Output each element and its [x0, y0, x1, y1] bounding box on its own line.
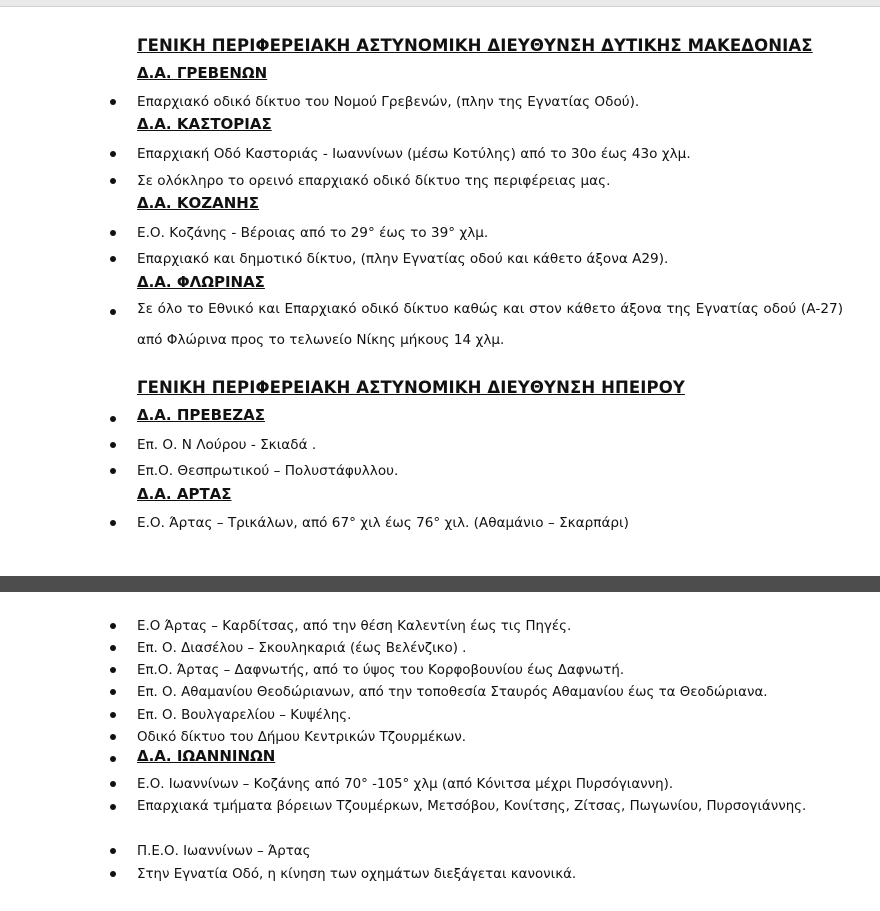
list-item: Σε ολόκληρο το ορεινό επαρχιακό οδικό δίκτυο της περιφέρειας μας.	[137, 173, 611, 189]
bullet	[110, 623, 116, 629]
section-title-grevena: Δ.Α. ΓΡΕΒΕΝΩΝ	[137, 64, 268, 82]
list-item: Επ.Ο. Θεσπρωτικού – Πολυστάφυλλου.	[137, 463, 399, 479]
bullet	[110, 468, 116, 474]
list-item: Επαρχιακά τμήματα βόρειων Τζουμέρκων, Μετσόβου, Κονίτσης, Ζίτσας, Πωγωνίου, Πυρσογιάννης.	[137, 799, 807, 814]
bullet	[110, 871, 116, 877]
list-item: Επ. Ο. Ν Λούρου - Σκιαδά .	[137, 437, 317, 453]
list-item: Ε.Ο. Ιωαννίνων – Κοζάνης από 70° -105° χλμ (από Κόνιτσα μέχρι Πυρσόγιαννη).	[137, 777, 674, 792]
list-item: Ε.Ο Άρτας – Καρδίτσας, από την θέση Καλεντίνη έως τις Πηγές.	[137, 619, 572, 634]
bullet	[110, 712, 116, 718]
heading-epirus: ΓΕΝΙΚΗ ΠΕΡΙΦΕΡΕΙΑΚΗ ΑΣΤΥΝΟΜΙΚΗ ΔΙΕΥΘΥΝΣΗ ΗΠΕΙΡΟΥ	[137, 378, 685, 397]
bullet	[110, 848, 116, 854]
bullet	[110, 151, 116, 157]
bullet	[110, 667, 116, 673]
section-title-arta: Δ.Α. ΑΡΤΑΣ	[137, 485, 232, 503]
list-item: Ε.Ο. Άρτας – Τρικάλων, από 67° χιλ έως 76° χιλ. (Αθαμάνιο – Σκαρπάρι)	[137, 515, 629, 531]
list-item: Επαρχιακό οδικό δίκτυο του Νομού Γρεβενών, (πλην της Εγνατίας Οδού).	[137, 94, 640, 110]
bullet	[110, 756, 116, 762]
bullet	[110, 416, 116, 422]
list-item: Επ. Ο. Αθαμανίου Θεοδώριανων, από την τοποθεσία Σταυρός Αθαμανίου έως τα Θεοδώριανα.	[137, 685, 768, 700]
list-item: Ε.Ο. Κοζάνης - Βέροιας από το 29° έως το 39° χλμ.	[137, 225, 489, 241]
heading-west-macedonia: ΓΕΝΙΚΗ ΠΕΡΙΦΕΡΕΙΑΚΗ ΑΣΤΥΝΟΜΙΚΗ ΔΙΕΥΘΥΝΣΗ ΔΥΤΙΚΗΣ ΜΑΚΕΔΟΝΙΑΣ	[137, 36, 813, 55]
list-item: Π.Ε.Ο. Ιωαννίνων – Άρτας	[137, 844, 311, 859]
list-item: Επ. Ο. Βουλγαρελίου – Κυψέλης.	[137, 708, 352, 723]
document-page-2	[0, 592, 880, 911]
list-item: Επαρχιακό και δημοτικό δίκτυο, (πλην Εγνατίας οδού και κάθετο άξονα Α29).	[137, 251, 669, 267]
list-item: Επ.Ο. Άρτας – Δαφνωτής, από το ύψος του Κορφοβουνίου έως Δαφνωτή.	[137, 663, 625, 678]
bullet	[110, 178, 116, 184]
list-item: Στην Εγνατία Οδό, η κίνηση των οχημάτων διεξάγεται κανονικά.	[137, 867, 577, 882]
list-item: Επαρχιακή Οδό Καστοριάς - Ιωαννίνων (μέσω Κοτύλης) από το 30ο έως 43ο χλμ.	[137, 146, 691, 162]
top-edge	[0, 0, 880, 7]
bullet	[110, 689, 116, 695]
bullet	[110, 99, 116, 105]
section-title-ioannina: Δ.Α. ΙΩΑΝΝΙΝΩΝ	[137, 747, 276, 765]
list-item: Επ. Ο. Διασέλου – Σκουληκαριά (έως Βελένζικο) .	[137, 641, 467, 656]
list-item: Οδικό δίκτυο του Δήμου Κεντρικών Τζουρμέκων.	[137, 730, 467, 745]
page-separator	[0, 576, 880, 592]
bullet	[110, 804, 116, 810]
bullet	[110, 781, 116, 787]
bullet	[110, 309, 116, 315]
section-title-preveza: Δ.Α. ΠΡΕΒΕΖΑΣ	[137, 406, 266, 424]
bullet	[110, 230, 116, 236]
list-item: Σε όλο το Εθνικό και Επαρχιακό οδικό δίκτυο καθώς και στον κάθετο άξονα της Εγνατίας οδού (Α-27) από Φλώρινα προς το τελωνείο Νίκης μήκους 14 χλμ.	[137, 301, 843, 348]
document-page-1	[0, 8, 880, 576]
bullet	[110, 645, 116, 651]
bullet	[110, 442, 116, 448]
section-title-kozani: Δ.Α. ΚΟΖΑΝΗΣ	[137, 194, 260, 212]
bullet	[110, 256, 116, 262]
bullet	[110, 734, 116, 740]
bullet	[110, 520, 116, 526]
section-title-kastoria: Δ.Α. ΚΑΣΤΟΡΙΑΣ	[137, 115, 272, 133]
section-title-florina: Δ.Α. ΦΛΩΡΙΝΑΣ	[137, 273, 265, 291]
